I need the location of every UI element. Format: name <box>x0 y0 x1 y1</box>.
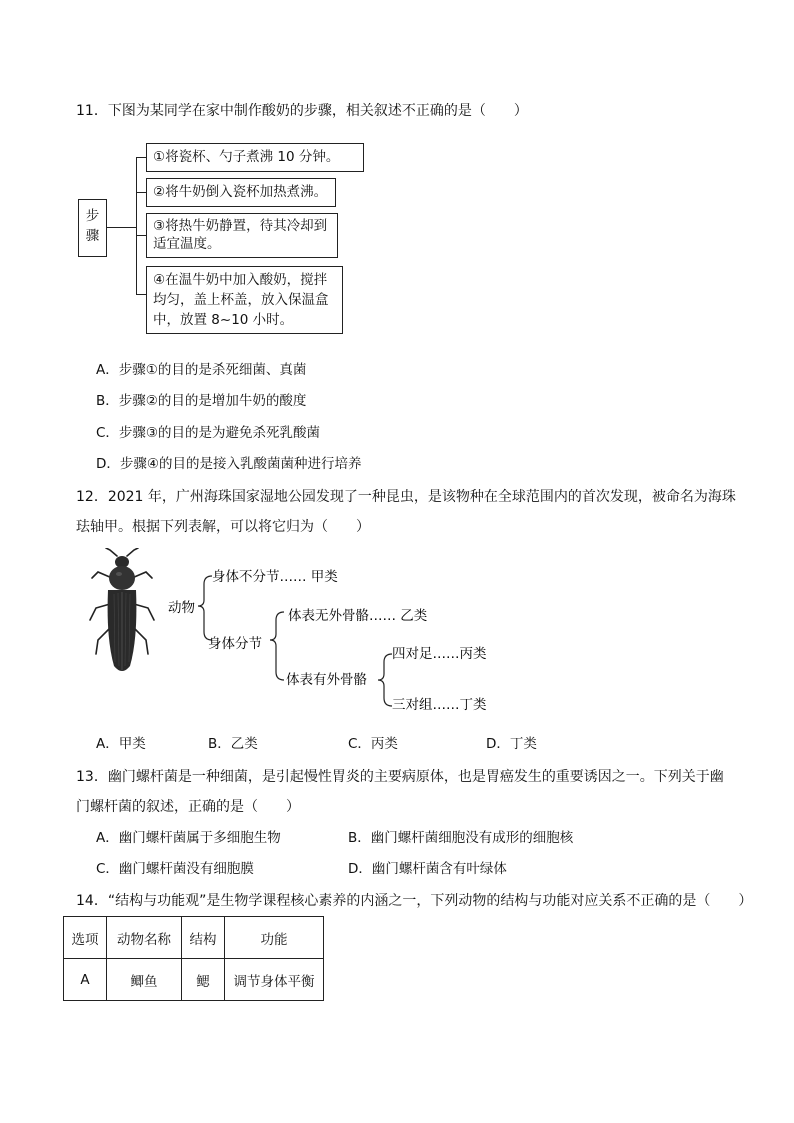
q13-option-c: C．幽门螺杆菌没有细胞膜 <box>96 861 254 877</box>
table-header-cell: 结构 <box>182 917 225 959</box>
table-header-cell: 动物名称 <box>107 917 182 959</box>
table-header-cell: 选项 <box>64 917 107 959</box>
table-cell: A <box>64 959 107 1001</box>
q11-title: 11．下图为某同学在家中制作酸奶的步骤，相关叙述不正确的是（ ） <box>76 103 528 119</box>
q11-step-1: ①将瓷杯、勺子煮沸 10 分钟。 <box>146 143 364 172</box>
q11-step-2: ②将牛奶倒入瓷杯加热煮沸。 <box>146 178 336 207</box>
table-header-cell: 功能 <box>225 917 324 959</box>
q13-option-d: D．幽门螺杆菌含有叶绿体 <box>348 861 507 877</box>
table-cell: 鳃 <box>182 959 225 1001</box>
q12-classification-key <box>160 560 500 720</box>
q11-steps-label: 步 骤 <box>78 199 107 257</box>
q11-step-4: ④在温牛奶中加入酸奶，搅拌 均匀，盖上杯盖，放入保温盒 中，放置 8~10 小时。 <box>146 266 343 334</box>
key-node-three-legs: 三对组……丁类 <box>392 697 487 713</box>
beetle-image <box>86 548 158 678</box>
key-root: 动物 <box>168 600 195 616</box>
q11-option-b: B．步骤②的目的是增加牛奶的酸度 <box>96 393 307 409</box>
q12-option-b: B．乙类 <box>208 736 258 752</box>
table-cell: 鲫鱼 <box>107 959 182 1001</box>
q11-option-a: A．步骤①的目的是杀死细菌、真菌 <box>96 362 307 378</box>
q12-option-a: A．甲类 <box>96 736 146 752</box>
q11-option-c: C．步骤③的目的是为避免杀死乳酸菌 <box>96 425 321 441</box>
table-row <box>64 959 324 1001</box>
table-cell: 调节身体平衡 <box>225 959 324 1001</box>
q12-option-d: D．丁类 <box>486 736 537 752</box>
q13-option-b: B．幽门螺杆菌细胞没有成形的细胞核 <box>348 830 574 846</box>
q14-table <box>63 916 324 1001</box>
table-header-row <box>64 917 324 959</box>
q11-option-d: D．步骤④的目的是接入乳酸菌菌种进行培养 <box>96 456 362 472</box>
key-node-unsegmented: 身体不分节…… 甲类 <box>212 569 338 585</box>
q11-step-3: ③将热牛奶静置，待其冷却到 适宜温度。 <box>146 213 338 258</box>
key-node-no-exoskeleton: 体表无外骨骼…… 乙类 <box>288 608 428 624</box>
q12-title-line2: 珐轴甲。根据下列表解，可以将它归为（ ） <box>76 519 370 535</box>
q14-title: 14．“结构与功能观”是生物学课程核心素养的内涵之一，下列动物的结构与功能对应关系不正确的是（ ） <box>76 893 753 909</box>
q12-option-c: C．丙类 <box>348 736 398 752</box>
q12-title-line1: 12．2021 年，广州海珠国家湿地公园发现了一种昆虫，是该物种在全球范围内的首次发现，被命名为海珠 <box>76 489 736 505</box>
key-node-four-legs: 四对足……丙类 <box>392 646 487 662</box>
key-node-exoskeleton: 体表有外骨骼 <box>286 672 367 688</box>
key-node-segmented: 身体分节 <box>208 636 262 652</box>
q13-option-a: A．幽门螺杆菌属于多细胞生物 <box>96 830 281 846</box>
q11-connector <box>107 227 137 228</box>
q13-title-line2: 门螺杆菌的叙述，正确的是（ ） <box>76 799 300 815</box>
q11-bracket <box>136 157 137 294</box>
q13-title-line1: 13．幽门螺杆菌是一种细菌，是引起慢性胃炎的主要病原体，也是胃癌发生的重要诱因之一。下列关于幽 <box>76 769 724 785</box>
